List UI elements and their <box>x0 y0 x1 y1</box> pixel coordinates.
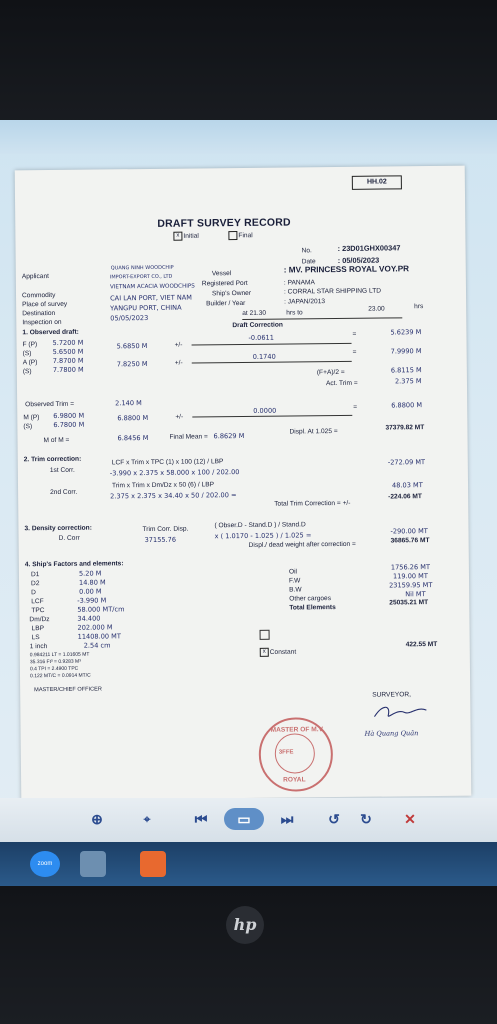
second-corr-result: 48.03 MT <box>391 481 423 490</box>
displ-after-label: Displ./ dead weight after correction = <box>248 540 356 549</box>
factor-value: 0.00 M <box>79 587 102 596</box>
factor-value: 2.54 cm <box>83 641 111 650</box>
total-elements-label: Total Elements <box>289 604 336 612</box>
monitor-top-bezel <box>0 0 497 140</box>
factor-value: 202.000 M <box>77 623 113 632</box>
f-corr-line <box>192 343 352 346</box>
displ-value: 37379.82 MT <box>385 424 425 432</box>
fs-label: (S) <box>22 350 32 358</box>
commodity-label: Commodity <box>21 291 56 300</box>
fa2-label: (F+A)/2 = <box>316 368 345 377</box>
density-result: -290.00 MT <box>390 527 428 536</box>
factor-value: 5.20 M <box>78 569 102 578</box>
surveyor-signature-name: Hà Quang Quân <box>364 729 419 738</box>
taskbar <box>0 842 497 886</box>
vessel-value: : MV. PRINCESS ROYAL VOY.PR <box>283 264 410 275</box>
a-correction: 0.1740 <box>252 352 276 361</box>
fw-label: F.W <box>288 577 301 585</box>
registered-port-value: : PANAMA <box>283 279 315 287</box>
other-cargoes-label: Other cargoes <box>289 595 332 603</box>
second-corr-values: 2.375 x 2.375 x 34.40 x 50 / 202.00 = <box>110 491 237 501</box>
factor-key: D1 <box>30 571 40 579</box>
vessel-label: Vessel <box>211 270 232 278</box>
trim-corr-disp-label: Trim Corr. Disp. <box>142 525 189 534</box>
commodity-value: VIETNAM ACACIA WOODCHIPS <box>109 283 195 291</box>
a-result: 7.9990 M <box>390 347 422 356</box>
density-formula: ( Obser.D - Stand.D ) / Stand.D <box>214 521 306 530</box>
factor-key: Dm/Dz <box>29 616 50 624</box>
time-start: at 21.30 <box>242 309 267 317</box>
m-result: 6.8800 M <box>391 401 423 410</box>
time-underline <box>242 317 402 320</box>
mom-value: 6.8456 M <box>117 433 149 443</box>
ms-label: (S) <box>23 423 33 431</box>
m-plus-minus: +/- <box>175 413 184 421</box>
first-corr-formula: LCF x Trim x TPC (1) x 100 (12) / LBP <box>111 458 224 467</box>
rotate-right-icon[interactable]: ↻ <box>360 810 372 827</box>
final-mean-label: Final Mean = <box>169 433 208 441</box>
factor-key: D2 <box>31 580 40 588</box>
previous-button[interactable]: ⏮ <box>194 810 208 827</box>
time-hrs: hrs <box>414 303 424 311</box>
a-corr-line <box>192 361 352 364</box>
f-result: 5.6239 M <box>390 328 422 337</box>
owner-value: : CORRAL STAR SHIPPING LTD <box>283 287 382 296</box>
doc-number: HH.02 <box>352 175 402 190</box>
factor-key: LS <box>31 634 40 642</box>
ms-value: 6.7800 M <box>53 420 85 429</box>
photo-viewer-icon[interactable] <box>80 851 106 877</box>
hp-logo: hp <box>226 906 264 944</box>
doc-title: DRAFT SURVEY RECORD <box>157 216 291 230</box>
total-trim-label: Total Trim Correction = +/- <box>274 499 351 508</box>
other-cargoes-value: Nil MT <box>405 590 426 599</box>
no-label: No. <box>301 247 312 255</box>
slideshow-button[interactable]: ▭ <box>224 808 264 830</box>
m-mean: 6.8800 M <box>117 413 149 423</box>
factor-value: 34.400 <box>77 614 101 623</box>
initial-option: x Initial <box>173 231 198 240</box>
official-stamp: MASTER OF M.V. 3FFE ROYAL <box>258 717 333 792</box>
final-mean-value: 6.8629 M <box>213 431 245 441</box>
date-label: Date <box>301 258 316 266</box>
place-label: Place of survey <box>22 300 68 309</box>
displ-label: Displ. At 1.025 = <box>289 428 338 436</box>
fp-label: F (P) <box>22 341 38 349</box>
oil-label: Oil <box>288 568 298 576</box>
mp-label: M (P) <box>23 414 40 422</box>
fw-value: 119.00 MT <box>392 572 428 581</box>
factor-value: 58.000 MT/cm <box>77 605 125 614</box>
registered-port-label: Registered Port <box>201 279 248 288</box>
place-value: CAI LAN PORT, VIET NAM <box>110 293 192 303</box>
as-label: (S) <box>22 368 32 376</box>
mom-label: M of M = <box>43 436 70 445</box>
applicant-label: Applicant <box>21 273 50 281</box>
destination-label: Destination <box>22 309 56 318</box>
master-label: MASTER/CHIEF OFFICER <box>34 686 102 694</box>
destination-value: YANGPU PORT, CHINA <box>110 303 182 313</box>
builder-label: Builder / Year <box>206 299 246 308</box>
density-label: 3. Density correction: <box>24 524 92 533</box>
conversion-4: 0.122 MT/C = 0.0914 MT/C <box>29 672 91 680</box>
trim-correction-label: 2. Trim correction: <box>23 455 82 464</box>
zoom-app-icon[interactable]: zoom <box>30 851 60 877</box>
observed-trim-value: 2.140 M <box>115 399 142 408</box>
no-value: : 23D01GHX00347 <box>337 243 401 253</box>
fs-value: 5.6500 M <box>52 347 84 356</box>
fit-screen-icon[interactable]: ⌖ <box>143 811 151 826</box>
f-correction: -0.0611 <box>248 333 274 342</box>
ap-value: 7.8700 M <box>52 356 84 365</box>
fp-value: 5.7200 M <box>52 338 84 347</box>
empty-checkbox <box>260 630 270 640</box>
inspection-label: Inspection on <box>22 318 62 327</box>
constant-checkbox: x <box>260 648 269 657</box>
density-values: x ( 1.0170 - 1.025 ) / 1.025 = <box>214 531 312 541</box>
ap-label: A (P) <box>22 359 38 367</box>
conversion-2: 35.316 Ft³ = 0.9283 M³ <box>29 658 81 666</box>
inspection-value: 05/05/2023 <box>110 313 149 323</box>
trim-corr-disp-value: 37155.76 <box>144 535 177 545</box>
zoom-in-button[interactable]: ⊕ <box>91 810 103 827</box>
factor-key: 1 inch <box>29 643 48 651</box>
constant-value: 422.55 MT <box>405 640 438 649</box>
f-plus-minus: +/- <box>174 341 183 349</box>
applicant-value-1: QUANG NINH WOODCHIP <box>110 264 174 272</box>
act-trim-label: Act. Trim = <box>325 379 358 388</box>
next-button[interactable]: ⏭ <box>280 810 294 827</box>
factor-key: LCF <box>31 598 44 606</box>
as-value: 7.7800 M <box>52 365 84 374</box>
first-corr-values: -3.990 x 2.375 x 58.000 x 100 / 202.00 <box>109 468 240 478</box>
f-mean: 5.6850 M <box>116 341 148 351</box>
draft-correction-label: Draft Correction <box>232 321 283 330</box>
factor-value: -3.990 M <box>77 596 107 605</box>
observed-trim-label: Observed Trim = <box>25 400 75 409</box>
factor-key: LBP <box>31 625 45 633</box>
first-corr-label: 1st Corr. <box>49 466 75 475</box>
final-checkbox <box>228 231 237 240</box>
bw-value: 23159.95 MT <box>389 581 433 590</box>
rotate-left-icon[interactable]: ↺ <box>328 810 340 827</box>
draft-survey-document: HH.02 DRAFT SURVEY RECORD x Initial Final No. : 23D01GHX00347 Date : 05/05/2023 Applicant QUANG NINH WOODCHIP IMPORT-EXPORT CO., LTD Vessel : MV. PRINCESS ROYAL VOY.PR Commodity VIETNAM ACACIA WOODCHIPS Registered Port : PANAMA Place of survey CAI LAN PORT, VIET NAM Ship's Owner : CORRAL STAR SHIPPING LTD Destination YANGPU PORT, CHINA Builder / Year : JAPAN/2013 Inspection on 05/05/2023 at 21.30 hrs to 23.00 hrs 1. Observed draft: Draft Correction F (P) (S) A (P) (S) 5.7200 M 5.6500 M 7.8700 M 7.7800 M 5.6850 M 7.8250 M +/- +/- -0.0611 0.1740 = = 5.6239 M 7.9990 M (F+A)/2 = 6.8115 M Act. Trim = 2.375 M Observed Trim = 2.140 M M (P) (S) 6.9800 M 6.7800 M 6.8800 M +/- 0.0000 = 6.8800 M M of M = 6.8456 M Final Mean = 6.8629 M Displ. At 1.025 = 37379.82 MT 2. Trim correction: 1st Corr. LCF x Trim x TPC (1) x 100 (12) / LBP -3.990 x 2.375 x 58.000 x 100 / 202.00 -272.09 MT 2nd Corr. Trim x Trim x Dm/Dz x 50 (6) / LBP 2.375 x 2.375 x 34.40 x 50 / 202.00 = 48.03 MT Total Trim Correction = +/- -224.06 MT 3. Density correction: D. Corr Trim Corr. Disp. 37155.76 ( Obser.D - Stand.D ) / Stand.D x ( 1.0170 - 1.025 ) / 1.025 = -290.00 MT Displ./ dead weight after correction = 36865.76 MT 4. Ship's Factors and elements: D1 5.20 M D2 14.80 M D 0.00 M LCF -3.990 M TPC 58.000 MT/cm Dm/Dz 34.400 LBP 202.000 M LS 11408.00 MT 1 inch 2.54 cm 0.984211 LT = 1.01605 MT 35.316 Ft³ = 0.9283 M³ 0.4 TPI = 2.4900 TPC 0.122 MT/C = 0.0914 MT/C MASTER/CHIEF OFFICER Oil F.W B.W Other cargoes Total Elements 1756.26 MT 119.00 MT 23159.95 MT Nil MT 25035.21 MT x Constant 422.55 MT SURVEYOR, Hà Quang Quân MASTER OF M.V. 3FFE ROYAL <box>15 166 472 801</box>
builder-value: : JAPAN/2013 <box>284 298 326 306</box>
second-corr-label: 2nd Corr. <box>50 488 78 497</box>
m-correction: 0.0000 <box>253 406 277 415</box>
factor-value: 11408.00 MT <box>77 632 121 641</box>
m-corr-line <box>192 415 352 418</box>
surveyor-signature <box>370 700 430 725</box>
window-title-bar <box>0 120 497 154</box>
time-to: hrs to <box>286 309 303 317</box>
a-mean: 7.8250 M <box>116 359 148 369</box>
factor-value: 14.80 M <box>78 578 106 587</box>
act-trim-value: 2.375 M <box>394 377 422 386</box>
displ-after-value: 36865.76 MT <box>390 537 430 545</box>
conversion-3: 0.4 TPI = 2.4900 TPC <box>29 665 79 673</box>
surveyor-label: SURVEYOR, <box>372 691 411 699</box>
applicant-value-2: IMPORT-EXPORT CO., LTD <box>109 273 173 281</box>
ships-factors-label: 4. Ship's Factors and elements: <box>24 560 124 569</box>
final-option: Final <box>228 231 252 240</box>
total-elements-value: 25035.21 MT <box>389 599 429 607</box>
oil-value: 1756.26 MT <box>390 563 431 572</box>
first-corr-result: -272.09 MT <box>387 458 426 467</box>
delete-icon[interactable]: ✕ <box>404 810 416 827</box>
constant-row: x Constant <box>260 647 296 656</box>
observed-draft-label: 1. Observed draft: <box>22 328 79 337</box>
owner-label: Ship's Owner <box>211 289 252 298</box>
time-end: 23.00 <box>368 305 385 313</box>
media-app-icon[interactable] <box>140 851 166 877</box>
bw-label: B.W <box>289 586 302 594</box>
dcorr-label: D. Corr <box>58 534 80 542</box>
second-corr-formula: Trim x Trim x Dm/Dz x 50 (6) / LBP <box>111 481 215 490</box>
factor-key: TPC <box>31 607 45 615</box>
conversion-1: 0.984211 LT = 1.01605 MT <box>29 651 90 659</box>
date-value: : 05/05/2023 <box>337 255 380 265</box>
fa2-value: 6.8115 M <box>390 366 422 375</box>
initial-checkbox: x <box>173 232 182 241</box>
mp-value: 6.9800 M <box>53 411 85 420</box>
factor-key: D <box>31 589 36 597</box>
a-plus-minus: +/- <box>174 359 183 367</box>
total-trim-value: -224.06 MT <box>388 493 422 501</box>
